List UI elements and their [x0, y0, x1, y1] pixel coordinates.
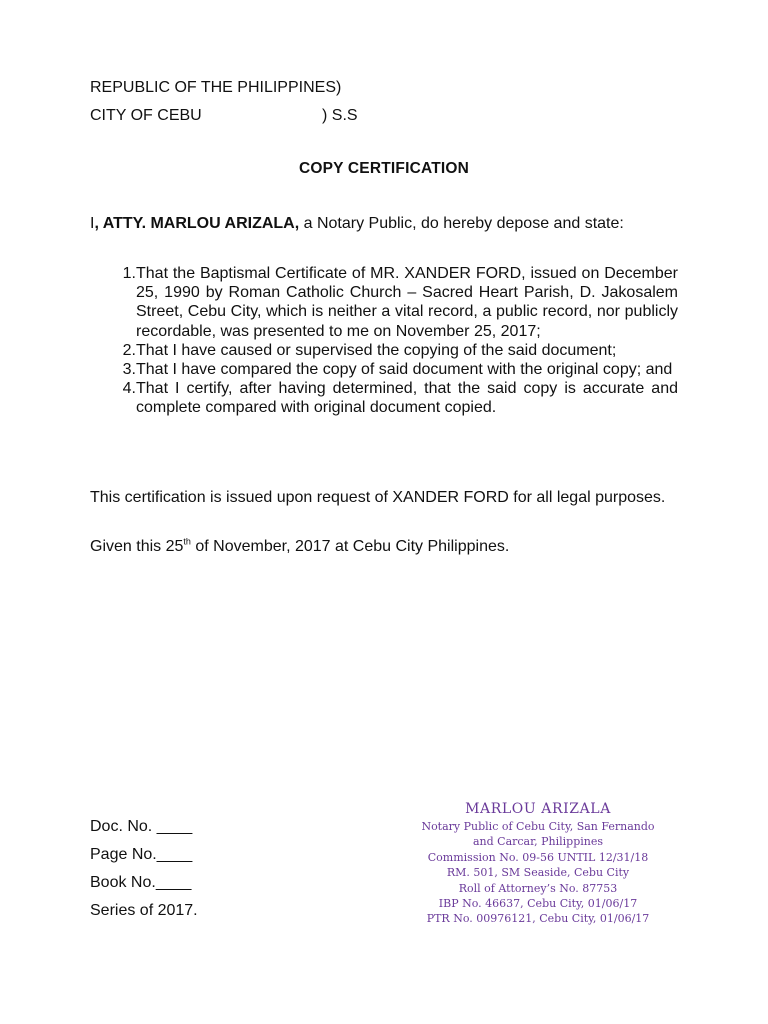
given-line	[90, 537, 509, 557]
doc-number: Doc. No. ____	[90, 818, 193, 835]
list-text: That the Baptismal Certificate of MR. XANDER FORD, issued on December 25, 1990 by Roman Catholic Church – Sacred Heart Parish, D. Jakosalem Street, Cebu City, which is neither a vital record, a public record, nor publicly recordable, was presented to me on November 25, 2017;	[136, 265, 678, 340]
notary-name: , ATTY. MARLOU ARIZALA,	[94, 215, 300, 232]
given-superscript: th	[183, 536, 191, 547]
list-number: 3.	[122, 361, 136, 379]
book-number: Book No.____	[90, 874, 192, 891]
list-item	[90, 379, 678, 417]
intro-suffix: a Notary Public, do hereby depose and state:	[299, 215, 624, 232]
list-number: 1.	[122, 265, 136, 282]
stamp-line: Commission No. 09-56 UNTIL 12/31/18	[427, 850, 649, 864]
stamp-name: MARLOU ARIZALA	[465, 801, 611, 817]
stamp-line: Roll of Attorney’s No. 87753	[458, 881, 618, 895]
venue-republic-line	[90, 74, 358, 102]
list-item	[90, 341, 678, 360]
series-year: Series of 2017.	[90, 902, 198, 919]
given-prefix: Given this 25	[90, 538, 184, 555]
intro-paragraph	[90, 214, 678, 234]
stamp-line: RM. 501, SM Seaside, Cebu City	[446, 866, 630, 880]
list-text: That I have compared the copy of said document with the original copy; and	[136, 361, 673, 379]
stamp-line: PTR No. 00976121, Cebu City, 01/06/17	[426, 912, 650, 926]
document-title: COPY CERTIFICATION	[298, 160, 470, 177]
request-paragraph: This certification is issued upon request of XANDER FORD for all legal purposes.	[90, 489, 666, 506]
venue-ss: ) S.S	[322, 107, 358, 124]
list-item	[90, 360, 678, 379]
stamp-line: and Carcar, Philippines	[472, 835, 604, 849]
list-item	[90, 264, 678, 341]
stamp-line: IBP No. 46637, Cebu City, 01/06/17	[438, 897, 638, 911]
notary-stamp	[398, 800, 678, 927]
given-suffix: of November, 2017 at Cebu City Philippines.	[190, 538, 510, 555]
venue-header	[90, 74, 358, 130]
venue-city-line	[90, 102, 358, 130]
list-number: 2.	[122, 341, 136, 359]
list-text: That I certify, after having determined, that the said copy is accurate and complete compared with original document copied.	[136, 380, 678, 417]
intro-prefix: I	[90, 215, 95, 232]
list-number: 4.	[122, 380, 136, 398]
venue-city: CITY OF CEBU	[90, 107, 202, 124]
statement-list	[90, 264, 678, 418]
page-number: Page No.____	[90, 846, 193, 863]
list-text: That I have caused or supervised the copying of the said document;	[136, 341, 617, 359]
stamp-line: Notary Public of Cebu City, San Fernando	[421, 820, 655, 833]
notarial-registry	[90, 813, 198, 925]
venue-republic: REPUBLIC OF THE PHILIPPINES)	[90, 79, 342, 96]
